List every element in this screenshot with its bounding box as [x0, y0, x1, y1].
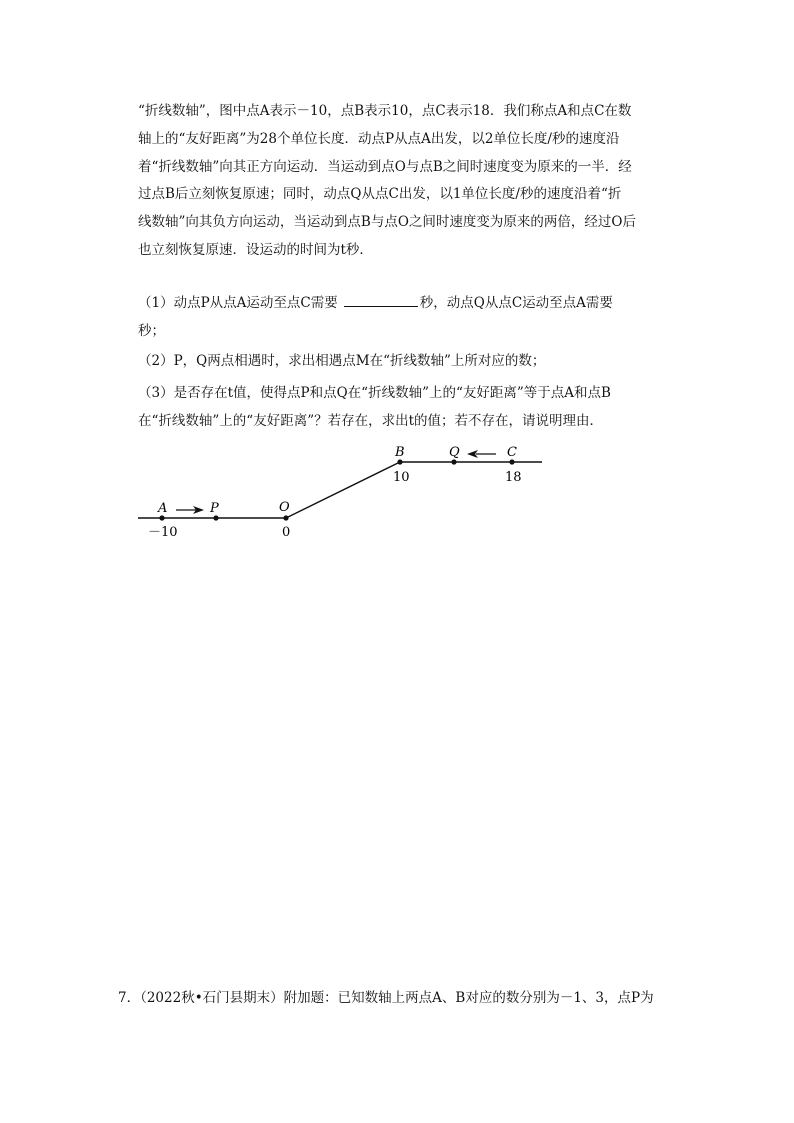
point-q-dot — [451, 459, 456, 464]
question-1 — [138, 290, 678, 346]
point-o-dot — [283, 515, 288, 520]
intro-line: 轴上的“友好距离”为28个单位长度．动点P从点A出发，以2单位长度/秒的速度沿 — [138, 130, 620, 147]
question-1-text-b: 秒，动点Q从点C运动至点A需要 — [419, 295, 613, 311]
label-q: Q — [449, 445, 460, 460]
intro-line: 也立刻恢复原速．设运动的时间为t秒． — [138, 241, 373, 258]
label-c: C — [507, 445, 517, 460]
problem-7-text: 7．（2022秋•石门县期末）附加题：已知数轴上两点A、B对应的数分别为－1、3，点P为 — [118, 990, 654, 1006]
value-b: 10 — [393, 470, 410, 485]
point-a-dot — [159, 515, 164, 520]
intro-line: 过点B后立刻恢复原速；同时，动点Q从点C出发，以1单位长度/秒的速度沿着“折 — [138, 186, 622, 203]
question-1-text-c: 秒； — [138, 322, 165, 339]
question-2 — [138, 348, 678, 376]
label-o: O — [279, 500, 290, 515]
question-3-text-line1: （3）是否存在t值，使得点P和点Q在“折线数轴”上的“友好距离”等于点A和点B — [138, 385, 611, 401]
point-b-dot — [397, 459, 402, 464]
value-o: 0 — [282, 525, 291, 540]
question-3-text-line2: 在“折线数轴”上的“友好距离”？若存在，求出t的值；若不存在，请说明理由． — [138, 412, 604, 429]
question-2-text: （2）P，Q两点相遇时，求出相遇点M在“折线数轴”上所对应的数； — [138, 353, 546, 369]
point-c-dot — [509, 459, 514, 464]
answer-blank[interactable] — [344, 292, 418, 307]
folded-number-line-figure — [130, 438, 550, 548]
intro-line: 着“折线数轴”向其正方向运动．当运动到点O与点B之间时速度变为原来的一半．经 — [138, 158, 632, 175]
label-p: P — [210, 501, 219, 516]
slanted-segment — [286, 462, 400, 518]
value-c: 18 — [505, 470, 522, 485]
question-1-text-a: （1）动点P从点A运动至点C需要 — [138, 295, 338, 311]
point-p-dot — [213, 515, 218, 520]
problem-6-intro — [138, 98, 678, 265]
intro-line: 线数轴”向其负方向运动，当运动到点B与点O之间时速度变为原来的两倍，经过O后 — [138, 214, 636, 231]
value-a: －10 — [148, 525, 178, 540]
intro-line: “折线数轴”，图中点A表示－10，点B表示10，点C表示18．我们称点A和点C在数 — [138, 103, 632, 119]
label-b: B — [395, 445, 405, 460]
question-3 — [138, 380, 678, 436]
label-a: A — [158, 501, 168, 516]
